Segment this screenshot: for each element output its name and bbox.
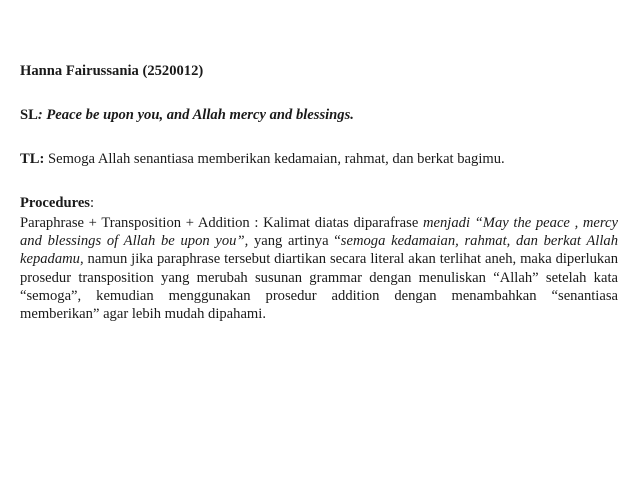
sl-label: SL: [20, 107, 38, 123]
tl-text: Semoga Allah senantiasa memberikan kedamaian, rahmat, dan berkat bagimu.: [44, 151, 505, 167]
sl-colon: :: [37, 107, 47, 123]
source-language-line: [20, 106, 354, 124]
procedures-text-4: semoga kedamaian, rahmat, dan berkat Allah kepadamu: [20, 233, 618, 268]
procedures-label: Procedures: [20, 195, 90, 211]
target-language-line: [20, 150, 505, 168]
author-line: Hanna Fairussania (2520012): [20, 63, 204, 79]
procedures-text-2: menjadi “May the peace , mercy and blessings of Allah be upon you”,: [20, 215, 618, 250]
procedures-text-3: yang artinya “: [248, 233, 341, 250]
procedures-heading: [20, 194, 94, 212]
procedures-colon: :: [89, 195, 95, 211]
procedures-text-5: , namun jika paraphrase tersebut diartikan secara literal akan terlihat aneh, maka diperlukan prosedur transposition yang merubah susunan grammar dengan menuliskan “Allah” setelah kata “semoga”, kemudian menggunakan prosedur addition dengan menambahkan “senantiasa memberikan” agar lebih mudah dipahami.: [20, 251, 618, 323]
sl-text: Peace be upon you, and Allah mercy and blessings.: [46, 107, 354, 123]
procedures-paragraph: [20, 214, 618, 323]
tl-label: TL:: [20, 151, 45, 167]
procedures-text-1: Paraphrase + Transposition + Addition : Kalimat diatas diparafrase: [20, 215, 423, 231]
